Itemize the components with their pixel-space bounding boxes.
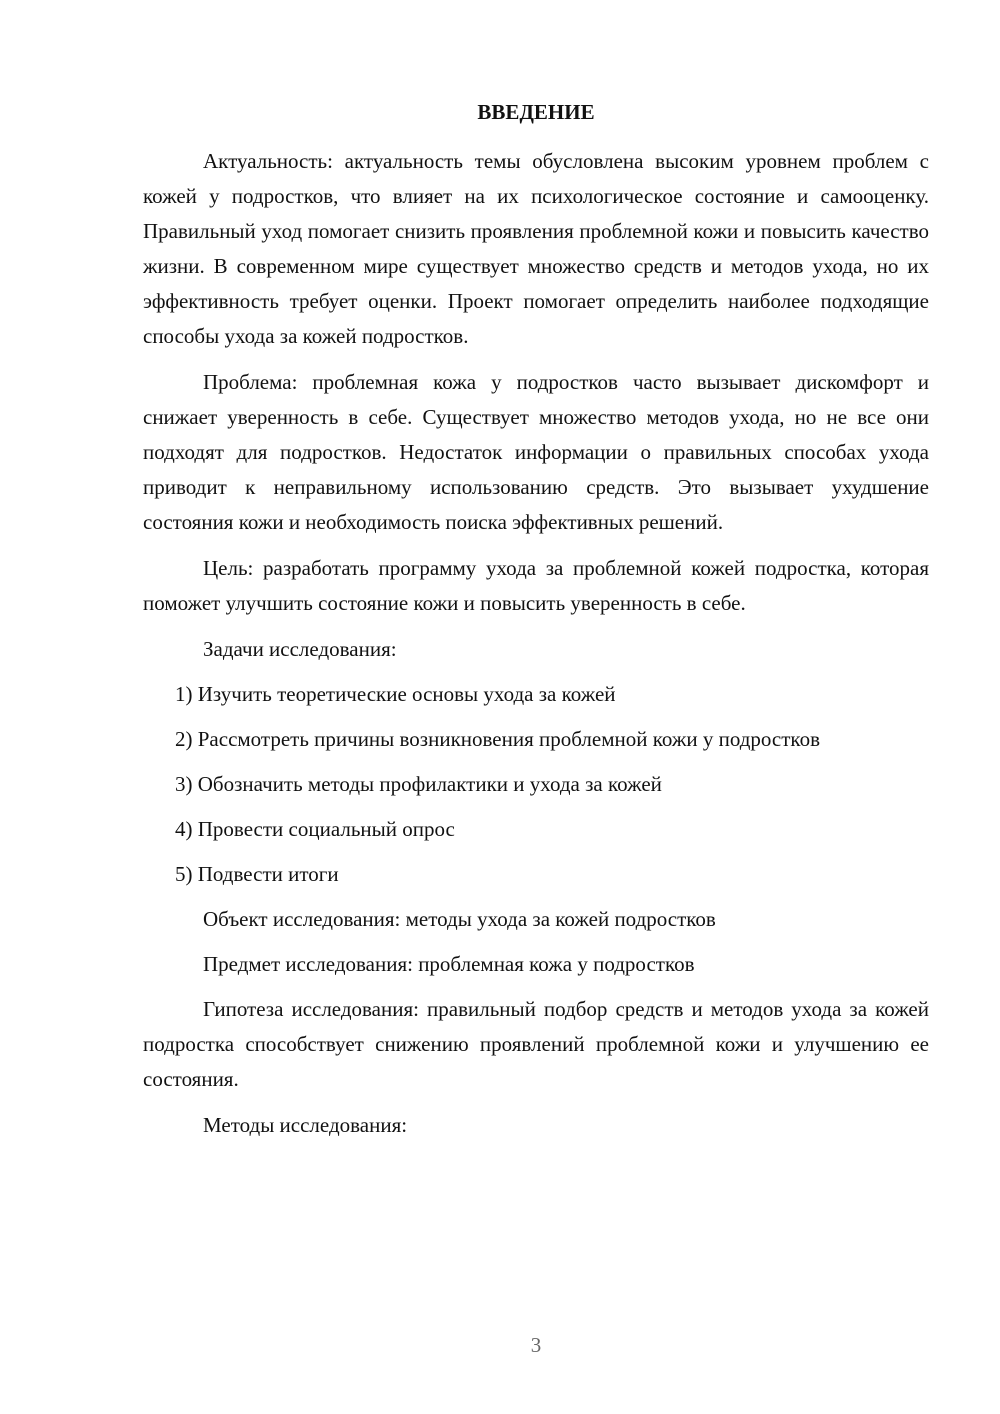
task-item-1: 1) Изучить теоретические основы ухода за кожей — [175, 682, 616, 706]
problem-paragraph: Проблема: проблемная кожа у подростков часто вызывает дискомфорт и снижает уверенность в себе. Существует множество методов ухода, но не все они подходят для подростков. Недостаток информации о правильных способах ухода приводит к неправильному использованию средств. Это вызывает ухудшение состояния кожи и необходимость поиска эффективных решений. — [143, 370, 929, 534]
tasks-heading: Задачи исследования: — [203, 637, 397, 661]
research-hypothesis: Гипотеза исследования: правильный подбор средств и методов ухода за кожей подростка способствует снижению проявлений проблемной кожи и улучшению ее состояния. — [143, 997, 929, 1091]
goal-paragraph: Цель: разработать программу ухода за проблемной кожей подростка, которая поможет улучшить состояние кожи и повысить уверенность в себе. — [143, 556, 929, 615]
task-item-3: 3) Обозначить методы профилактики и ухода за кожей — [175, 772, 662, 796]
page-title: ВВЕДЕНИЕ — [477, 100, 595, 124]
relevance-paragraph: Актуальность: актуальность темы обусловлена высоким уровнем проблем с кожей у подростков, что влияет на их психологическое состояние и самооценку. Правильный уход помогает снизить проявления проблемной кожи и повысить качество жизни. В современном мире существует множество средств и методов ухода, но их эффективность требует оценки. Проект помогает определить наиболее подходящие способы ухода за кожей подростков. — [143, 149, 929, 348]
methods-heading: Методы исследования: — [203, 1113, 408, 1137]
task-item-2: 2) Рассмотреть причины возникновения проблемной кожи у подростков — [175, 727, 820, 751]
task-item-4: 4) Провести социальный опрос — [175, 817, 455, 841]
page-number: 3 — [530, 1333, 542, 1357]
research-subject: Предмет исследования: проблемная кожа у подростков — [203, 952, 695, 976]
research-object: Объект исследования: методы ухода за кожей подростков — [203, 907, 716, 931]
task-item-5: 5) Подвести итоги — [175, 862, 339, 886]
document-page — [143, 95, 929, 1153]
